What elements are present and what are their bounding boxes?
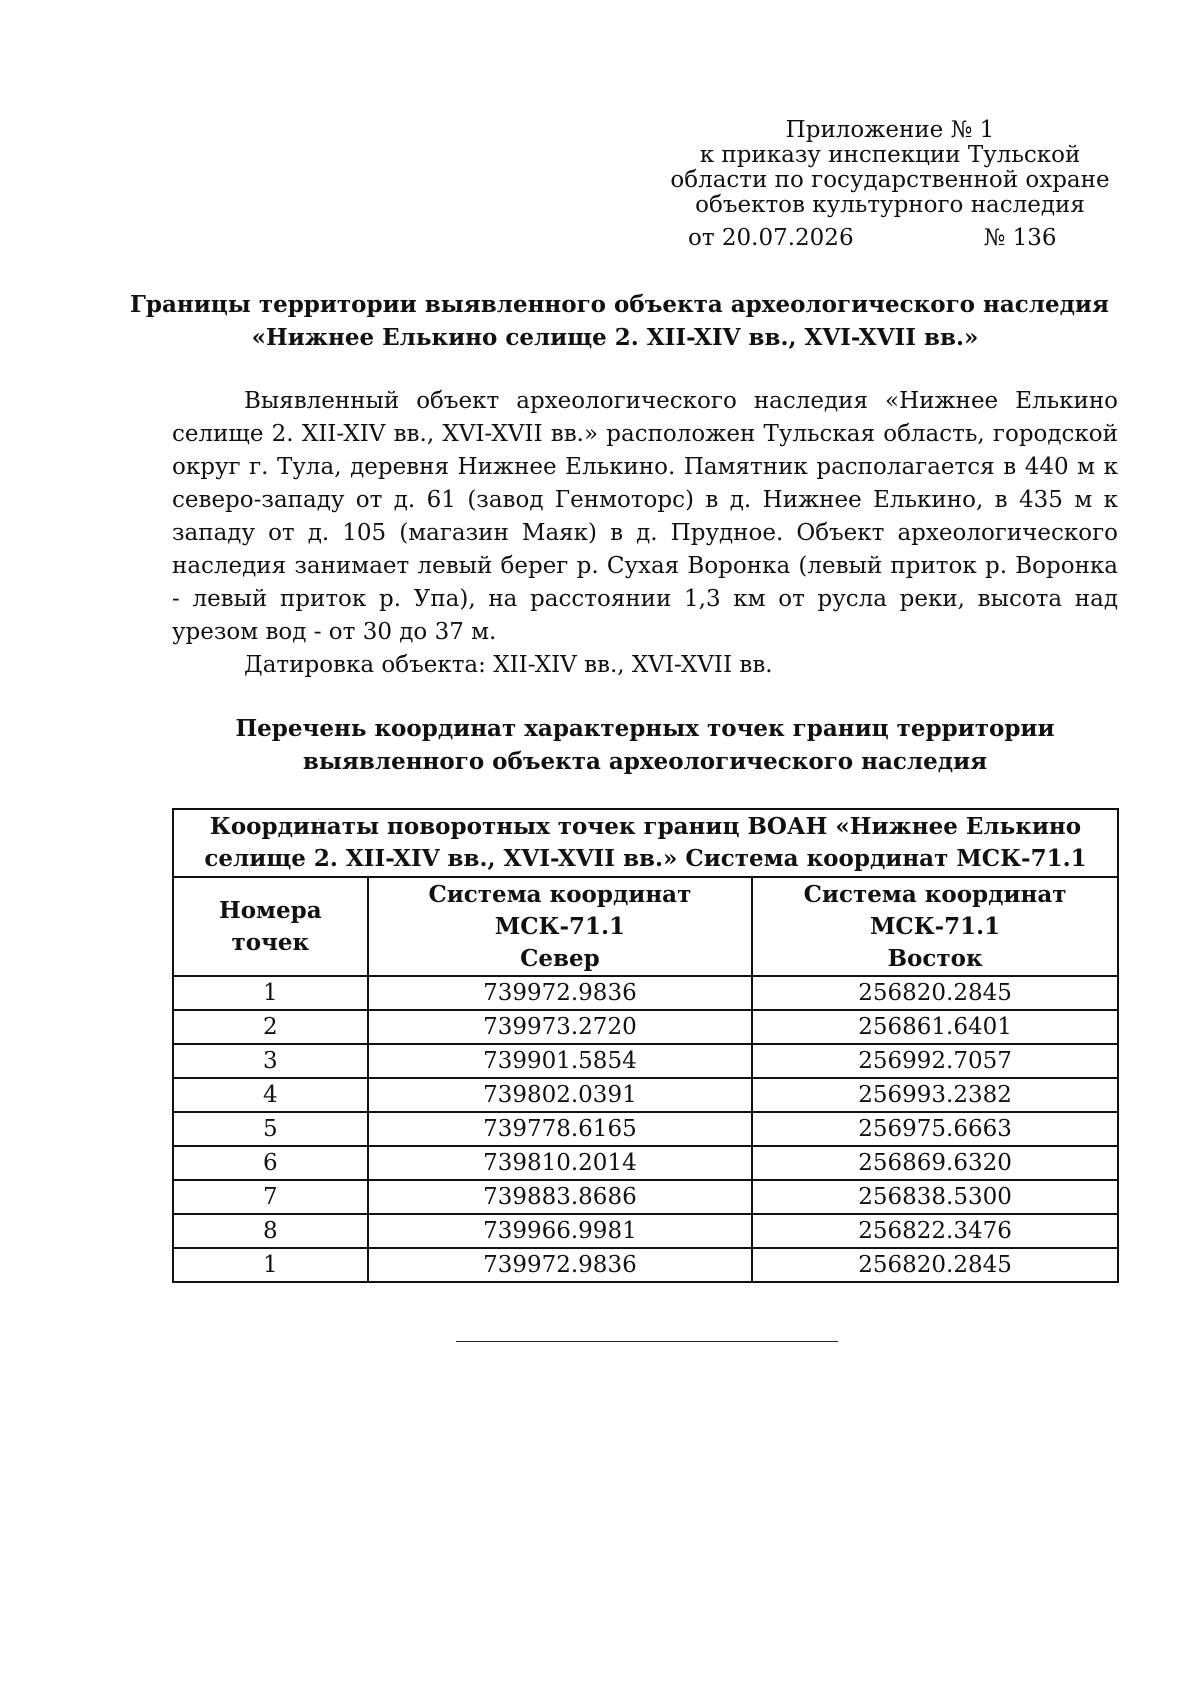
caption-line-1: Координаты поворотных точек границ ВОАН «Нижнее Елькино [209,813,1082,840]
order-number: № 136 [983,225,1057,251]
order-date: от 20.07.2026 [688,225,854,251]
header-points [173,877,368,976]
cell-north: 739972.9836 [368,976,753,1010]
header-north-line-2: МСК-71.1 [494,912,626,940]
header-east-line-2: МСК-71.1 [869,912,1001,940]
order-date-row [660,226,1120,251]
cell-east: 256820.2845 [752,976,1118,1010]
header-north [368,877,753,976]
list-title-line-2: выявленного объекта археологического наследия [302,748,988,775]
appendix-block [660,118,1120,251]
table-row [173,1010,1118,1044]
table-caption [173,809,1118,877]
cell-point: 8 [173,1214,368,1248]
cell-north: 739802.0391 [368,1078,753,1112]
cell-point: 1 [173,1248,368,1282]
cell-point: 2 [173,1010,368,1044]
cell-east: 256822.3476 [752,1214,1118,1248]
cell-east: 256861.6401 [752,1010,1118,1044]
header-north-line-1: Система координат [428,880,692,908]
coordinates-list-title [172,712,1118,778]
dating-paragraph: Датировка объекта: XII-XIV вв., XVI-XVII вв. [244,652,773,678]
table-row [173,1112,1118,1146]
table-row [173,1214,1118,1248]
header-points-line-2: точек [231,928,310,956]
table-row [173,1248,1118,1282]
cell-north: 739972.9836 [368,1248,753,1282]
cell-east: 256820.2845 [752,1248,1118,1282]
table-row [173,976,1118,1010]
cell-north: 739778.6165 [368,1112,753,1146]
header-points-line-1: Номера [218,896,322,924]
cell-north: 739883.8686 [368,1180,753,1214]
cell-east: 256838.5300 [752,1180,1118,1214]
cell-north: 739901.5854 [368,1044,753,1078]
cell-point: 4 [173,1078,368,1112]
table-row [173,1180,1118,1214]
cell-east: 256975.6663 [752,1112,1118,1146]
end-divider-line [456,1341,838,1342]
coordinates-table [172,808,1119,1283]
appendix-line-1: Приложение № 1 [785,117,995,143]
cell-point: 1 [173,976,368,1010]
cell-point: 3 [173,1044,368,1078]
table-row [173,1146,1118,1180]
cell-point: 6 [173,1146,368,1180]
appendix-line-4: объектов культурного наследия [695,192,1085,218]
header-east-line-1: Система координат [803,880,1067,908]
cell-east: 256869.6320 [752,1146,1118,1180]
cell-east: 256992.7057 [752,1044,1118,1078]
title-line-1: Границы территории выявленного объекта археологического наследия [130,291,1109,318]
description-paragraph: Выявленный объект археологического наследия «Нижнее Елькино селище 2. XII-XIV вв., XVI-XVII вв.» расположен Тульская область, городской округ г. Тула, деревня Нижнее Елькино. Памятник располагается в 440 м к северо-западу от д. 61 (завод Генмоторс) в д. Нижнее Елькино, в 435 м к западу от д. 105 (магазин Маяк) в д. Прудное. Объект археологического наследия занимает левый берег р. Сухая Воронка (левый приток р. Воронка - левый приток р. Упа), на расстоянии 1,3 км от русла реки, высота над урезом вод - от 30 до 37 м. [172,388,1118,645]
cell-north: 739966.9981 [368,1214,753,1248]
cell-point: 5 [173,1112,368,1146]
cell-point: 7 [173,1180,368,1214]
table-header-row [173,877,1118,976]
appendix-line-3: области по государственной охране [670,167,1110,193]
table-row [173,1078,1118,1112]
cell-north: 739810.2014 [368,1146,753,1180]
header-east [752,877,1118,976]
header-east-line-3: Восток [887,944,983,972]
header-north-line-3: Север [520,944,600,972]
table-caption-row [173,809,1118,877]
table-row [173,1044,1118,1078]
cell-east: 256993.2382 [752,1078,1118,1112]
caption-line-2: селище 2. XII-XIV вв., XVI-XVII вв.» Система координат МСК-71.1 [204,845,1087,872]
list-title-line-1: Перечень координат характерных точек границ территории [235,715,1055,742]
document-title [130,288,1109,354]
cell-north: 739973.2720 [368,1010,753,1044]
title-line-2: «Нижнее Елькино селище 2. XII-XIV вв., XVI-XVII вв.» [251,324,979,351]
appendix-line-2: к приказу инспекции Тульской [699,142,1081,168]
